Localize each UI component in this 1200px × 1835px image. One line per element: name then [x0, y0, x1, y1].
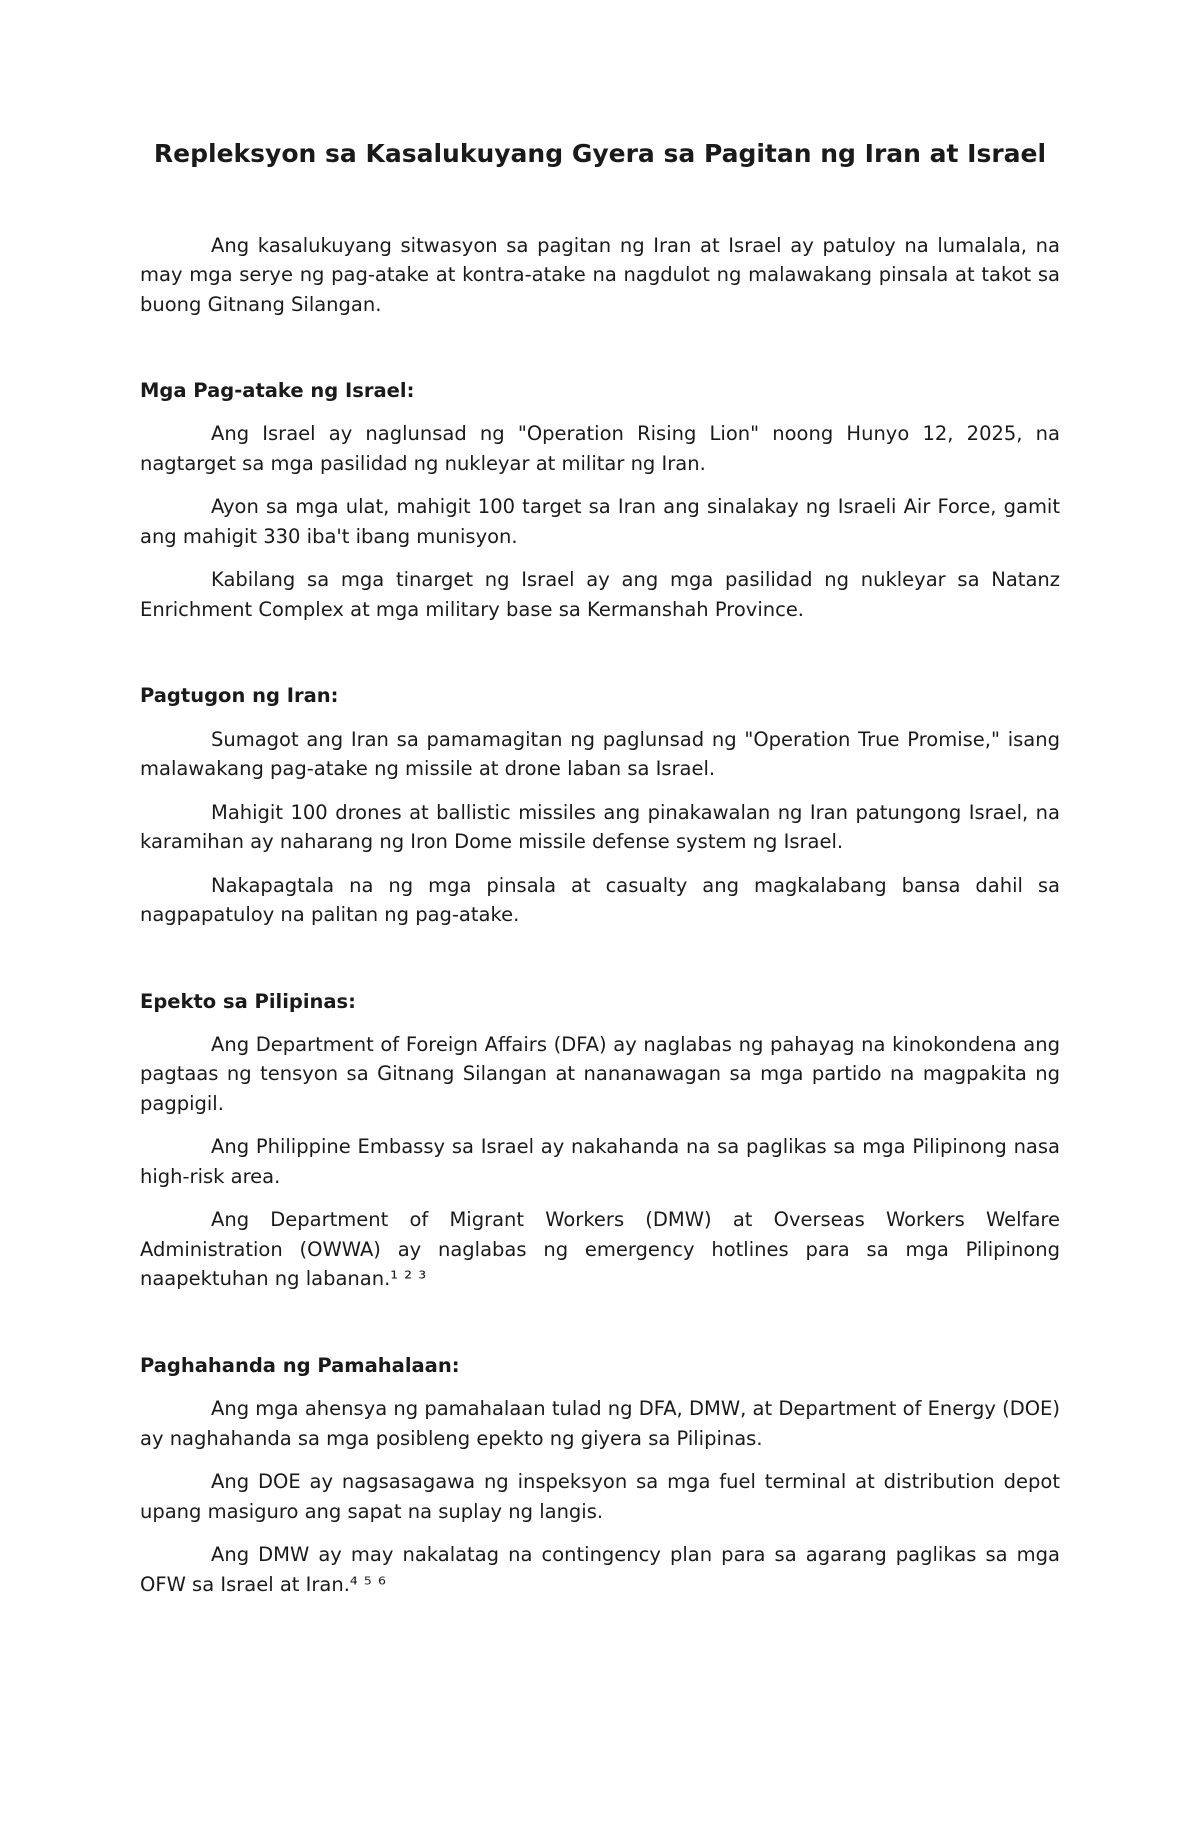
paragraph: Ang Israel ay naglunsad ng "Operation Rising Lion" noong Hunyo 12, 2025, na nagtarget sa mga pasilidad ng nukleyar at militar ng Iran.	[140, 422, 1060, 475]
paragraph: Kabilang sa mga tinarget ng Israel ay ang mga pasilidad ng nukleyar sa Natanz Enrichment Complex at mga military base sa Kermanshah Province.	[140, 568, 1060, 621]
paragraph: Ang DMW ay may nakalatag na contingency plan para sa agarang paglikas sa mga OFW sa Israel at Iran.⁴ ⁵ ⁶	[140, 1543, 1060, 1596]
paragraph: Ang mga ahensya ng pamahalaan tulad ng DFA, DMW, at Department of Energy (DOE) ay naghahanda sa mga posibleng epekto ng giyera sa Pilipinas.	[140, 1397, 1060, 1450]
section-heading: Paghahanda ng Pamahalaan:	[140, 1353, 460, 1377]
paragraph: Mahigit 100 drones at ballistic missiles ang pinakawalan ng Iran patungong Israel, na karamihan ay naharang ng Iron Dome missile defense system ng Israel.	[140, 800, 1060, 853]
document-title: Repleksyon sa Kasalukuyang Gyera sa Pagitan ng Iran at Israel	[153, 139, 1047, 168]
section-philippines-impact	[140, 987, 1060, 1294]
section-iran-response	[140, 681, 1060, 929]
paragraph: Ang Department of Foreign Affairs (DFA) ay naglabas ng pahayag na kinokondena ang pagtaas ng tensyon sa Gitnang Silangan at nananawagan sa mga partido na magpakita ng pagpigil.	[140, 1032, 1060, 1115]
section-government-preparation	[140, 1351, 1060, 1599]
paragraph: Ang Philippine Embassy sa Israel ay nakahanda na sa paglikas sa mga Pilipinong nasa high-risk area.	[140, 1135, 1060, 1188]
paragraph: Nakapagtala na ng mga pinsala at casualty ang magkalabang bansa dahil sa nagpapatuloy na palitan ng pag-atake.	[140, 873, 1060, 926]
section-israel-attacks	[140, 376, 1060, 624]
section-heading: Pagtugon ng Iran:	[140, 684, 339, 708]
paragraph: Ang DOE ay nagsasagawa ng inspeksyon sa mga fuel terminal at distribution depot upang masiguro ang sapat na suplay ng langis.	[140, 1470, 1060, 1523]
intro-paragraph: Ang kasalukuyang sitwasyon sa pagitan ng Iran at Israel ay patuloy na lumalala, na may mga serye ng pag-atake at kontra-atake na nagdulot ng malawakang pinsala at takot sa buong Gitnang Silangan.	[140, 233, 1060, 316]
section-heading: Epekto sa Pilipinas:	[140, 989, 356, 1013]
paragraph: Ang Department of Migrant Workers (DMW) at Overseas Workers Welfare Administration (OWWA) ay naglabas ng emergency hotlines para sa mga Pilipinong naapektuhan ng labanan.¹ ² ³	[140, 1208, 1060, 1291]
paragraph: Ayon sa mga ulat, mahigit 100 target sa Iran ang sinalakay ng Israeli Air Force, gamit ang mahigit 330 iba't ibang munisyon.	[140, 495, 1060, 548]
paragraph: Sumagot ang Iran sa pamamagitan ng paglunsad ng "Operation True Promise," isang malawakang pag-atake ng missile at drone laban sa Israel.	[140, 727, 1060, 780]
section-heading: Mga Pag-atake ng Israel:	[140, 379, 415, 402]
